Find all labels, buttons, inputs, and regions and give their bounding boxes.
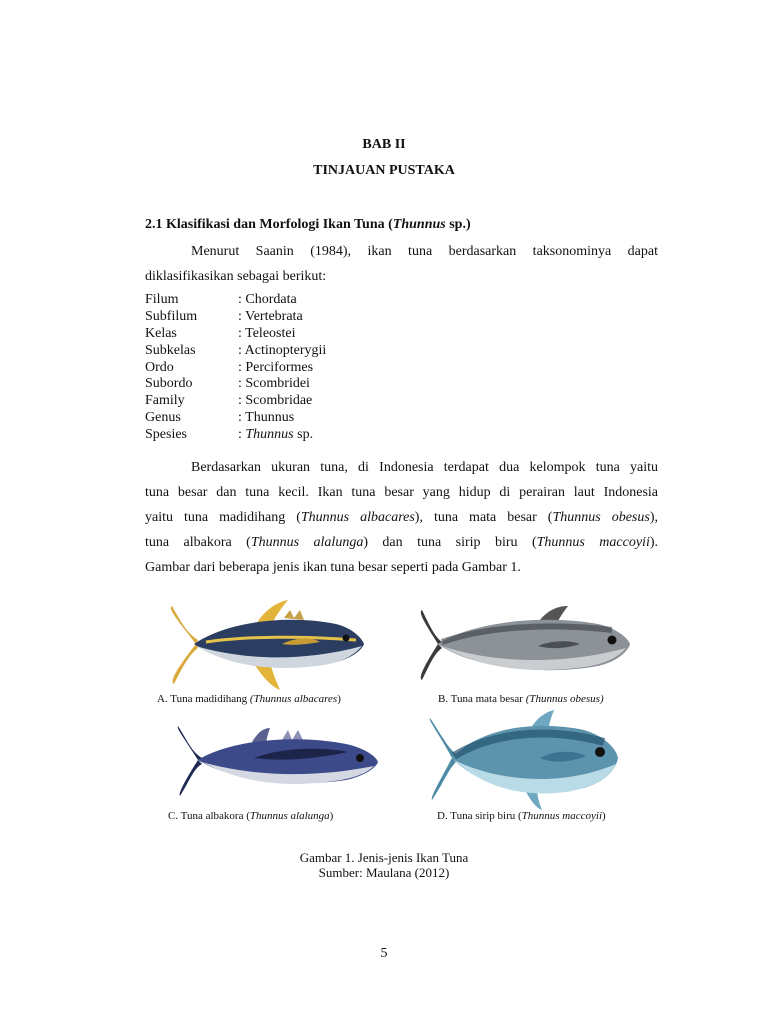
section-heading: 2.1 Klasifikasi dan Morfologi Ikan Tuna (Thunnus sp.) bbox=[145, 217, 471, 232]
chapter-title: TINJAUAN PUSTAKA bbox=[313, 163, 455, 178]
figure-caption-b: B. Tuna mata besar (Thunnus obesus) bbox=[438, 693, 604, 705]
taxonomy-row: Genus : Thunnus bbox=[145, 410, 295, 426]
chapter-number: BAB II bbox=[362, 137, 406, 152]
figure-source: Sumber: Maulana (2012) bbox=[318, 865, 450, 880]
figure-title: Gambar 1. Jenis-jenis Ikan Tuna bbox=[299, 850, 469, 865]
taxonomy-row: Subkelas : Actinopterygii bbox=[145, 342, 327, 358]
body-line-1: Berdasarkan ukuran tuna, di Indonesia terdapat dua kelompok tuna yaitu bbox=[191, 460, 658, 475]
bluefin-tuna-image bbox=[424, 708, 620, 810]
taxonomy-row: Ordo : Perciformes bbox=[145, 359, 314, 375]
taxonomy-row: Subfilum : Vertebrata bbox=[145, 308, 303, 324]
body-line-4: tuna albakora (Thunnus alalunga) dan tuna sirip biru (Thunnus maccoyii). bbox=[145, 535, 659, 550]
albacore-tuna-image bbox=[170, 718, 380, 800]
bigeye-tuna-image bbox=[412, 604, 632, 684]
taxonomy-row: Filum : Chordata bbox=[145, 292, 297, 307]
intro-line-1: Menurut Saanin (1984), ikan tuna berdasarkan taksonominya dapat bbox=[191, 244, 658, 259]
body-paragraph bbox=[145, 455, 658, 580]
figure-caption-c: C. Tuna albakora (Thunnus alalunga) bbox=[168, 810, 334, 822]
intro-paragraph bbox=[145, 239, 658, 289]
body-line-5: Gambar dari beberapa jenis ikan tuna besar seperti pada Gambar 1. bbox=[145, 560, 521, 575]
taxonomy-row: Kelas : Teleostei bbox=[145, 325, 296, 341]
taxonomy-row: Subordo : Scombridei bbox=[145, 376, 310, 392]
taxonomy-row: Spesies : Thunnus sp. bbox=[145, 427, 314, 443]
body-line-3: yaitu tuna madidihang (Thunnus albacares), tuna mata besar (Thunnus obesus), bbox=[145, 510, 658, 525]
intro-line-2: diklasifikasikan sebagai berikut: bbox=[145, 269, 327, 284]
figure-caption-a: A. Tuna madidihang (Thunnus albacares) bbox=[157, 693, 341, 705]
body-line-2: tuna besar dan tuna kecil. Ikan tuna besar yang hidup di perairan laut Indonesia bbox=[145, 485, 658, 500]
taxonomy-row: Family : Scombridae bbox=[145, 393, 313, 409]
taxonomy-list bbox=[145, 292, 326, 444]
yellowfin-tuna-image bbox=[166, 598, 366, 690]
page-number: 5 bbox=[380, 946, 388, 961]
figure-caption-d: D. Tuna sirip biru (Thunnus maccoyii) bbox=[437, 810, 606, 822]
